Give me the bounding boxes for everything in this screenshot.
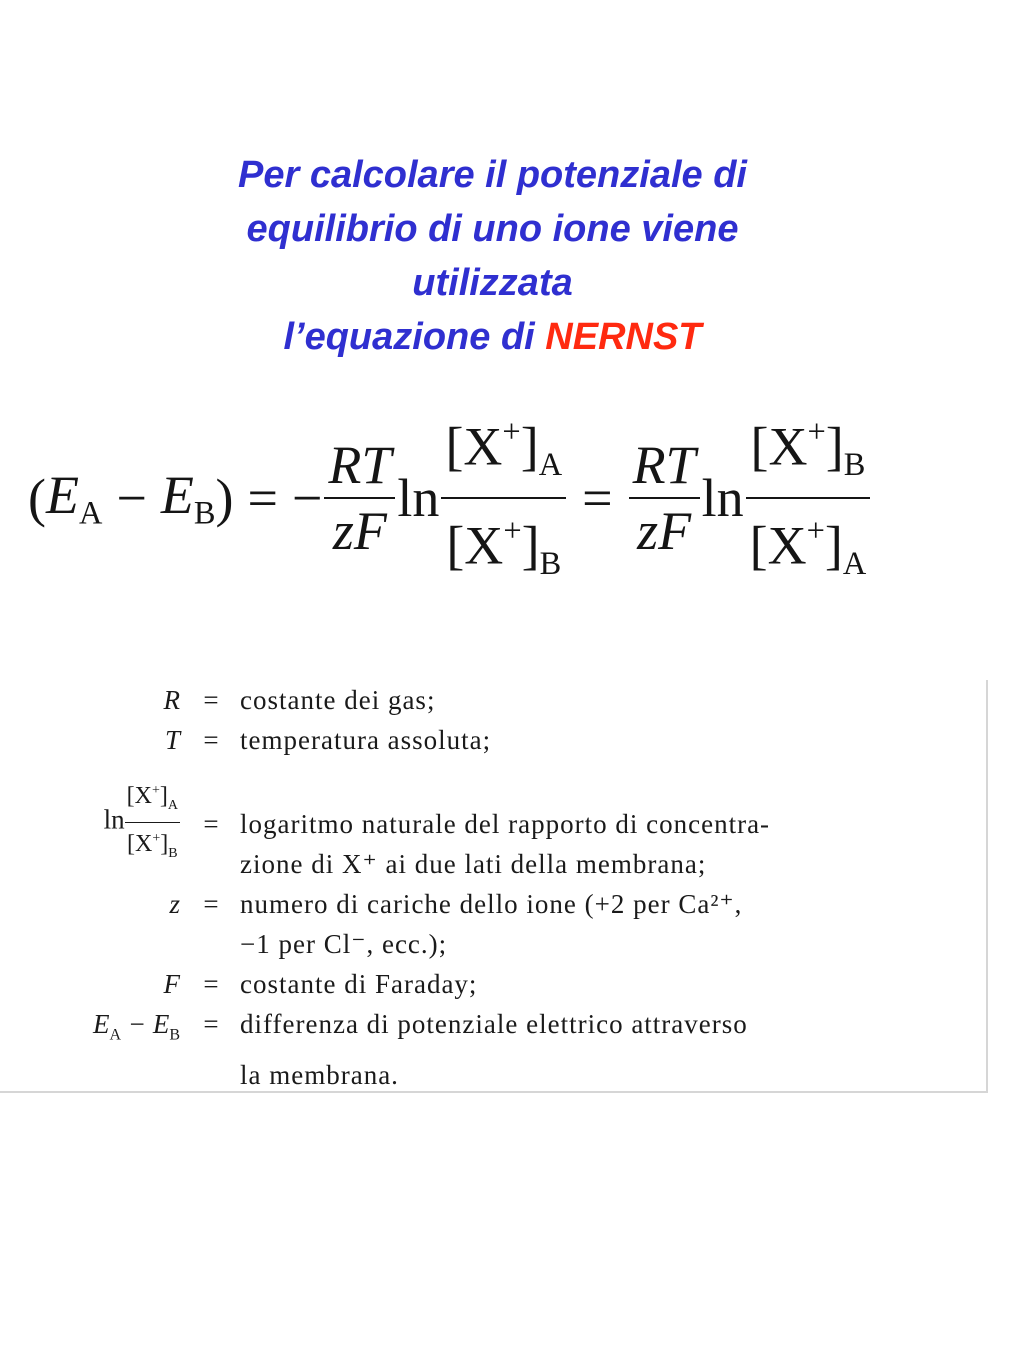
legend-row-t: T = temperatura assoluta;: [20, 720, 980, 760]
title-accent-nernst: NERNST: [545, 316, 702, 358]
legend-desc-ln: logaritmo naturale del rapporto di concentra-: [240, 809, 771, 839]
legend-symbol-r: R: [163, 685, 180, 715]
title-line-4: [170, 310, 815, 364]
title-line-2: equilibrio di uno ione viene: [246, 208, 739, 250]
eq-fraction-rt-zf-2: $\frac{RT}{zF}$: [629, 433, 700, 563]
title-line-4-prefix: l’equazione di: [283, 316, 546, 358]
legend-row-z-cont: [20, 924, 980, 964]
legend-row-f: F = costante di Faraday;: [20, 964, 980, 1004]
legend-row-ln: ln $\frac{[X^+]_A}{[X^+]_B}$ = logaritmo naturale del rapporto di concentra-: [20, 760, 980, 844]
legend-desc-z: numero di cariche dello ione (+2 per Ca²⁺,: [240, 889, 743, 919]
legend-row-z: z = numero di cariche dello ione (+2 per Ca²⁺,: [20, 884, 980, 924]
eq-fraction-conc-1: $\frac{[X^+]_A}{[X^+]_B}$: [441, 400, 566, 596]
legend-desc-z-cont: −1 per Cl⁻, ecc.);: [240, 929, 448, 959]
symbol-legend: [0, 680, 988, 1093]
eq-close-paren: ): [215, 468, 234, 528]
legend-row-r: R = costante dei gas;: [20, 680, 980, 720]
legend-row-ea-eb-cont: [20, 1055, 980, 1095]
eq-e-b: $E_B$: [160, 464, 216, 532]
eq-ln-2: ln: [701, 468, 744, 528]
eq-equals-2: =: [582, 468, 613, 528]
legend-desc-ln-cont: zione di X⁺ ai due lati della membrana;: [240, 849, 707, 879]
legend-table: [20, 680, 980, 1095]
legend-desc-f: costante di Faraday;: [240, 969, 478, 999]
legend-desc-t: temperatura assoluta;: [240, 725, 492, 755]
eq-open-paren: (: [28, 468, 46, 528]
eq-minus: −: [116, 468, 147, 528]
eq-fraction-rt-zf-1: $\frac{RT}{zF}$: [324, 433, 395, 563]
slide-title: [170, 148, 815, 364]
legend-desc-r: costante dei gas;: [240, 685, 436, 715]
eq-e-a: $E_A$: [45, 464, 103, 532]
legend-symbol-z: z: [169, 889, 180, 919]
title-line-3: utilizzata: [412, 262, 573, 304]
legend-symbol-ea-eb: $E_A - E_B$: [93, 1009, 180, 1044]
eq-fraction-conc-2: $\frac{[X^+]_B}{[X^+]_A}$: [746, 400, 871, 596]
legend-symbol-t: T: [164, 725, 180, 755]
legend-row-ea-eb: $E_A - E_B$ = differenza di potenziale elettrico attraverso: [20, 1004, 980, 1055]
legend-desc-ea-eb-cont: la membrana.: [240, 1060, 399, 1091]
legend-symbol-ln: ln $\frac{[X^+]_A}{[X^+]_B}$: [103, 782, 178, 861]
eq-negative: −: [291, 468, 323, 528]
nernst-equation: [28, 408, 872, 588]
legend-desc-ea-eb: differenza di potenziale elettrico attraverso: [240, 1009, 748, 1039]
eq-ln-1: ln: [397, 468, 440, 528]
title-line-1: Per calcolare il potenziale di: [238, 154, 747, 196]
legend-symbol-f: F: [163, 969, 180, 999]
eq-equals-1: =: [247, 468, 278, 528]
